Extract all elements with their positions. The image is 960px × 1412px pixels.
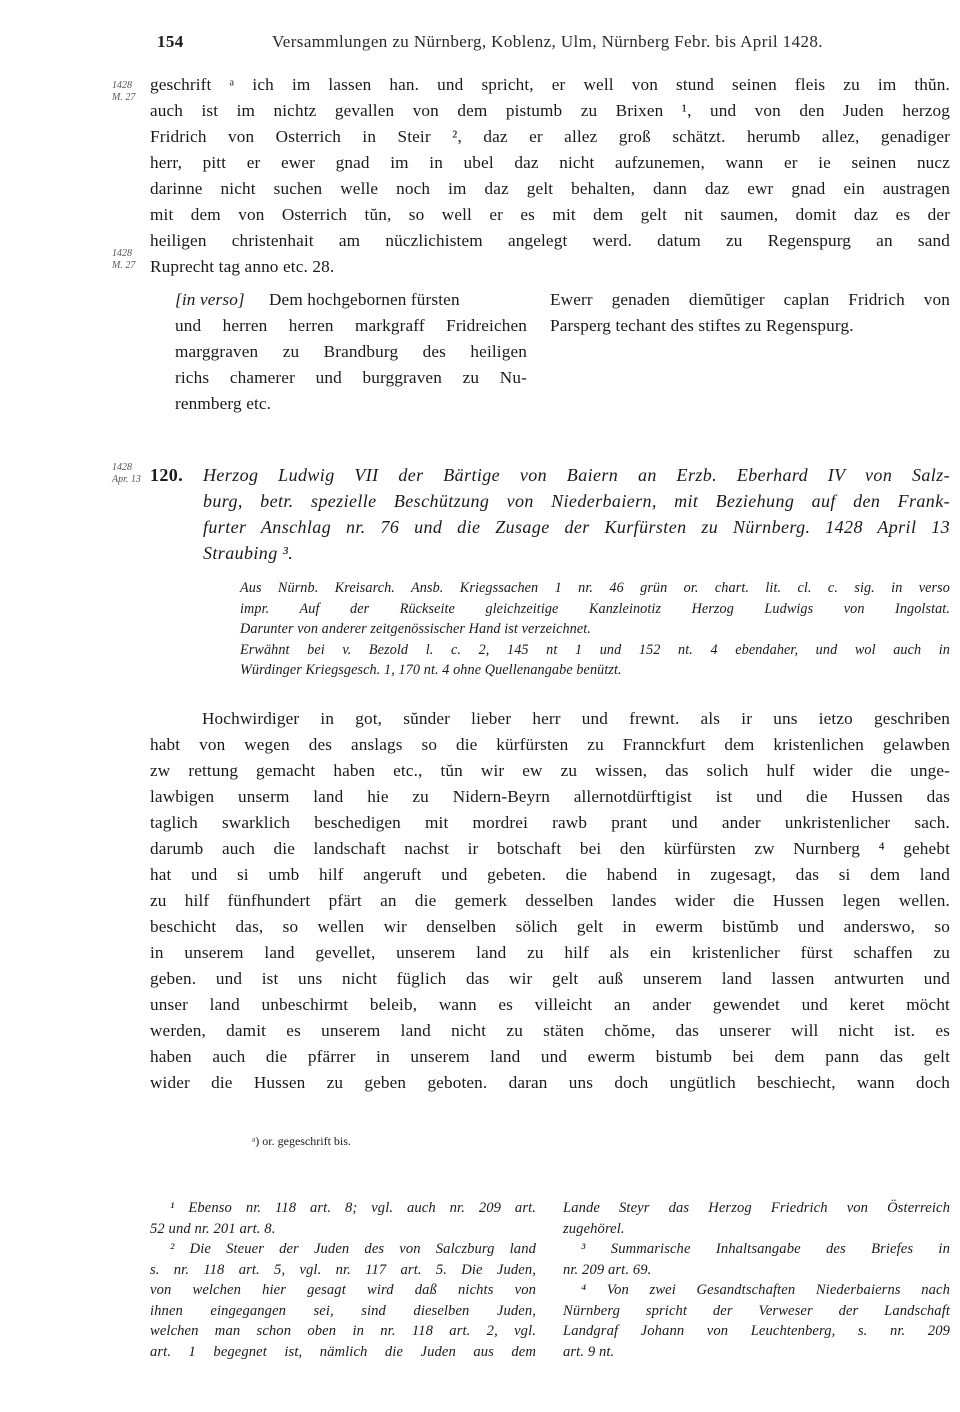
- title-line: burg, betr. spezielle Beschützung von Niederbaiern, mit Beziehung auf den Frank-: [203, 491, 950, 511]
- body-line: haben auch die pfärrer in unserem land und ewerm bistumb bei dem pann das gelt: [150, 1047, 950, 1066]
- margin-date-note: 1428 M. 27: [112, 248, 136, 271]
- letter-end-paragraph: [150, 72, 950, 280]
- address-line: renmberg etc.: [175, 394, 272, 413]
- footnote-line: ² Die Steuer der Juden des von Salczburg land: [170, 1241, 536, 1257]
- source-description: [240, 578, 950, 681]
- footnote-line: ¹ Ebenso nr. 118 art. 8; vgl. auch nr. 209 art.: [170, 1200, 536, 1216]
- signature-block: [550, 287, 950, 339]
- text-line: heiligen christenhait am nüczlichistem angelegt werd. datum zu Regenspurg an sand: [150, 231, 950, 250]
- body-line: zw rettung gemacht haben etc., tŭn wir ew zu wissen, das solich hulf wider die unge-: [150, 761, 950, 780]
- address-line: und herren herren markgraff Fridreichen: [175, 316, 527, 335]
- footnote-line: Nürnberg spricht der Verweser der Landschaft: [563, 1302, 950, 1319]
- title-line: Straubing ³.: [203, 543, 294, 563]
- variant-note: ᵃ) or. gegeschrift bis.: [252, 1134, 351, 1148]
- footnote-line: nr. 209 art. 69.: [563, 1261, 652, 1278]
- running-head: Versammlungen zu Nürnberg, Koblenz, Ulm, Nürnberg Febr. bis April 1428.: [272, 32, 823, 51]
- page-number: 154: [157, 32, 184, 51]
- document-number: 120.: [150, 465, 184, 485]
- footnotes-right-column: [563, 1198, 950, 1362]
- body-line: lawbigen unserm land hie zu Nidern-Beyrn allernotdürftigist ist und die Hussen das: [150, 787, 950, 806]
- body-line: zu hilf fünfhundert pfärt an die gemerk desselben landes wider die Hussen legen wellen.: [150, 891, 950, 910]
- footnote-line: ⁴ Von zwei Gesandtschaften Niederbaierns nach: [581, 1282, 950, 1298]
- body-line: hat und si umb hilf angeruft und gebeten. die habend in zugesagt, das si dem land: [150, 865, 950, 884]
- source-line: Aus Nürnb. Kreisarch. Ansb. Kriegssachen 1 nr. 46 grün or. chart. lit. cl. c. sig. in verso: [240, 580, 950, 596]
- footnote-line: s. nr. 118 art. 5, vgl. nr. 117 art. 5. Die Juden,: [150, 1261, 536, 1278]
- body-line: werden, damit es unserem land nicht zu stäten chŏme, das unserer will nicht ist. es: [150, 1021, 950, 1040]
- title-line: Herzog Ludwig VII der Bärtige von Baiern an Erzb. Eberhard IV von Salz-: [203, 465, 950, 485]
- body-line: taglich swarklich beschedigen mit mordrei rawb prant und ander unkristenlicher sach.: [150, 813, 950, 832]
- footnote-line: ihnen eingegangen sei, sind dieselben Juden,: [150, 1302, 536, 1319]
- text-line: geschrift ᵃ ich im lassen han. und spricht, er well von stund seinen fleis zu im thŭn.: [150, 75, 950, 94]
- footnote-line: art. 1 begegnet ist, nämlich die Juden aus dem: [150, 1343, 536, 1360]
- in-verso-label: [in verso]: [175, 290, 245, 309]
- text-line: Fridrich von Osterrich in Steir ², daz er allez groß schätzt. herumb allez, genadiger: [150, 127, 950, 146]
- signature-line: Ewerr genaden diemŭtiger caplan Fridrich von: [550, 290, 950, 309]
- footnote-line: welchen man schon oben in nr. 118 art. 2, vgl.: [150, 1323, 536, 1339]
- body-line: beschicht das, so wellen wir denselben sölich gelt in ewerm bistŭmb und anderswo, so: [150, 917, 950, 936]
- document-title: [203, 462, 950, 566]
- footnote-line: von welchen hier gesagt wird daß nichts von: [150, 1282, 536, 1298]
- text-line: Ruprecht tag anno etc. 28.: [150, 257, 335, 276]
- footnote-line: Landgraf Johann von Leuchtenberg, s. nr. 209: [563, 1323, 950, 1339]
- body-line: wider die Hussen zu geben geboten. daran uns doch ungütlich beschiecht, wann doch: [150, 1073, 950, 1092]
- document-body: [150, 706, 950, 1096]
- footnote-line: zugehörel.: [563, 1220, 625, 1237]
- margin-date-note: 1428 Apr. 13: [112, 462, 141, 485]
- text-line: mit dem von Osterrich tŭn, so well er es mit dem gelt nit saumen, domit daz es der: [150, 205, 950, 224]
- body-line: Hochwirdiger in got, sŭnder lieber herr und frewnt. als ir uns ietzo geschriben: [202, 709, 950, 728]
- text-line: herr, pitt er ewer gnad im in ubel daz nicht aufzunemen, wann er ie seinen nucz: [150, 153, 950, 172]
- margin-date-note: 1428 M. 27: [112, 80, 136, 103]
- body-line: geben. und ist uns nicht füglich das wir gelt auß unserem land lassen antwurten und: [150, 969, 950, 988]
- body-line: habt von wegen des anslags so die kürfürsten zu Frannckfurt dem kristenlichen gelawben: [150, 735, 950, 754]
- footnote-line: Lande Steyr das Herzog Friedrich von Österreich: [563, 1200, 950, 1216]
- source-line: impr. Auf der Rückseite gleichzeitige Kanzleinotiz Herzog Ludwigs von Ingolstat.: [240, 600, 950, 617]
- footnote-line: 52 und nr. 201 art. 8.: [150, 1220, 276, 1237]
- text-line: auch ist im nichtz gevallen von dem pistumb zu Brixen ¹, und von den Juden herzog: [150, 101, 950, 120]
- source-line: Würdinger Kriegsgesch. 1, 170 nt. 4 ohne Quellenangabe benützt.: [240, 662, 622, 678]
- source-line: Darunter von anderer zeitgenössischer Hand ist verzeichnet.: [240, 621, 591, 637]
- footnote-line: art. 9 nt.: [563, 1343, 615, 1360]
- signature-line: Parsperg techant des stiftes zu Regenspurg.: [550, 316, 854, 335]
- address-line: richs chamerer und burggraven zu Nu-: [175, 368, 527, 387]
- footnote-line: ³ Summarische Inhaltsangabe des Briefes in: [581, 1241, 950, 1257]
- text-line: darinne nicht suchen welle noch im daz gelt behalten, dann daz ewr gnad ein austragen: [150, 179, 950, 198]
- address-line: Dem hochgebornen fürsten: [269, 290, 460, 309]
- address-block: [175, 287, 527, 417]
- title-line: furter Anschlag nr. 76 und die Zusage der Kurfürsten zu Nürnberg. 1428 April 13: [203, 517, 950, 537]
- body-line: darumb auch die landschaft nachst ir botschaft bei den kürfürsten zw Nurnberg ⁴ gehebt: [150, 839, 950, 858]
- body-line: in unserem land gevellet, unserem land zu hilf als ein kristenlicher fürst schaffen zu: [150, 943, 950, 962]
- body-line: unser land unbeschirmt beleib, wann es villeicht an ander gewendet und keret möcht: [150, 995, 950, 1014]
- footnotes-left-column: [150, 1198, 536, 1362]
- address-line: marggraven zu Brandburg des heiligen: [175, 342, 527, 361]
- source-line: Erwähnt bei v. Bezold l. c. 2, 145 nt 1 und 152 nt. 4 ebendaher, und wol auch in: [240, 641, 950, 658]
